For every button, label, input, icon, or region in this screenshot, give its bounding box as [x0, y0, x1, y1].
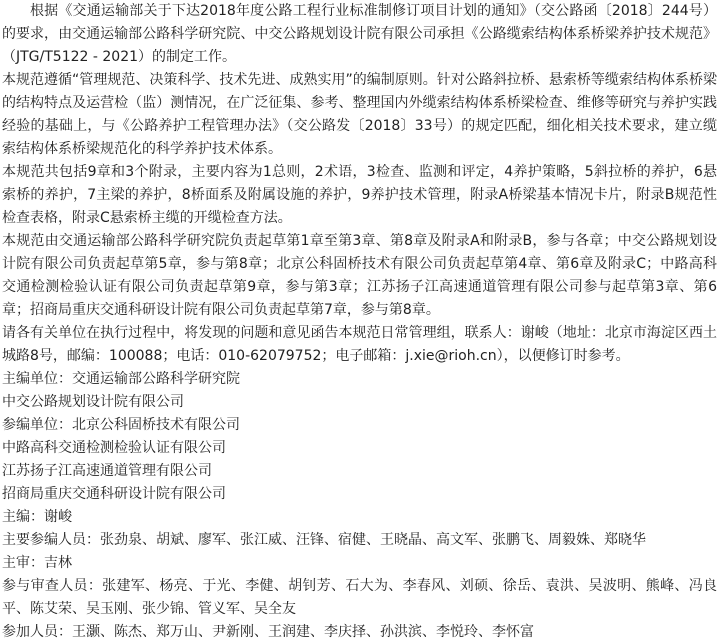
participating-unit-3: 江苏扬子江高速通道管理有限公司: [2, 463, 212, 479]
paragraph-principles: 本规范遵循“管理规范、决策科学、技术先进、成熟实用”的编制原则。针对公路斜拉桥、悬索桥等缆索结构体系桥梁的结构特点及运营检（监）测情况，在广泛征集、参考、整理国内外缆索结构体系桥梁检查、维修等研究与养护实践经验的基础上，与《公路养护工程管理办法》（交公路发〔2018〕33号）的规定匹配，细化相关技术要求，建立缆索结构体系桥梁规范化的科学养护技术体系。: [2, 72, 717, 157]
main-contributors: 主要参编人员：张劲泉、胡斌、廖军、张江威、汪锋、宿健、王晓晶、高文军、张鹏飞、周毅姝、郑晓华: [2, 532, 646, 548]
document-body: [2, 0, 717, 644]
chief-editor-unit-2: 中交公路规划设计院有限公司: [2, 394, 184, 410]
paragraph-feedback: 请各有关单位在执行过程中，将发现的问题和意见函告本规范日常管理组，联系人：谢峻（地址：北京市海淀区西土城路8号，邮编：100088；电话：010-62079752；电子邮箱：j.xie@rioh.cn），以便修订时参考。: [2, 325, 717, 364]
chief-reviewer: 主审：吉林: [2, 555, 72, 571]
paragraph-basis: 根据《交通运输部关于下达2018年度公路工程行业标准制修订项目计划的通知》（交公路函〔2018〕244号）的要求，由交通运输部公路科学研究院、中交公路规划设计院有限公司承担《公路缆索结构体系桥梁养护技术规范》（JTG/T5122 - 2021）的制定工作。: [2, 3, 717, 65]
participating-unit-2: 中路高科交通检测检验认证有限公司: [2, 440, 226, 456]
participating-unit: 参编单位：北京公科固桥技术有限公司: [2, 417, 240, 433]
chief-editor-unit: 主编单位：交通运输部公路科学研究院: [2, 371, 240, 387]
participating-unit-4: 招商局重庆交通科研设计院有限公司: [2, 486, 226, 502]
participants-list: 参加人员：王灏、陈杰、郑万山、尹新刚、王润建、李庆择、孙洪滨、李悦玲、李怀富: [2, 624, 534, 640]
paragraph-contents: 本规范共包括9章和3个附录，主要内容为1总则，2术语，3检查、监测和评定，4养护策略，5斜拉桥的养护，6悬索桥的养护，7主梁的养护，8桥面系及附属设施的养护，9养护技术管理，附录A桥梁基本情况卡片，附录B规范性检查表格，附录C悬索桥主缆的开缆检查方法。: [2, 164, 717, 226]
chief-editor: 主编：谢峻: [2, 509, 72, 525]
reviewers-list: 参与审查人员：张建军、杨亮、于光、李健、胡钊芳、石大为、李春风、刘硕、徐岳、袁洪、吴波明、熊峰、冯良平、陈艾荣、吴玉刚、张少锦、管义军、吴全友: [2, 578, 717, 617]
paragraph-drafting: 本规范由交通运输部公路科学研究院负责起草第1章至第3章、第8章及附录A和附录B，参与各章；中交公路规划设计院有限公司负责起草第5章，参与第8章；北京公科固桥技术有限公司负责起草第4章、第6章及附录C；中路高科交通检测检验认证有限公司负责起草第9章，参与第3章；江苏扬子江高速通道管理有限公司参与起草第3章、第6章；招商局重庆交通科研设计院有限公司负责起草第7章，参与第8章。: [2, 233, 717, 318]
